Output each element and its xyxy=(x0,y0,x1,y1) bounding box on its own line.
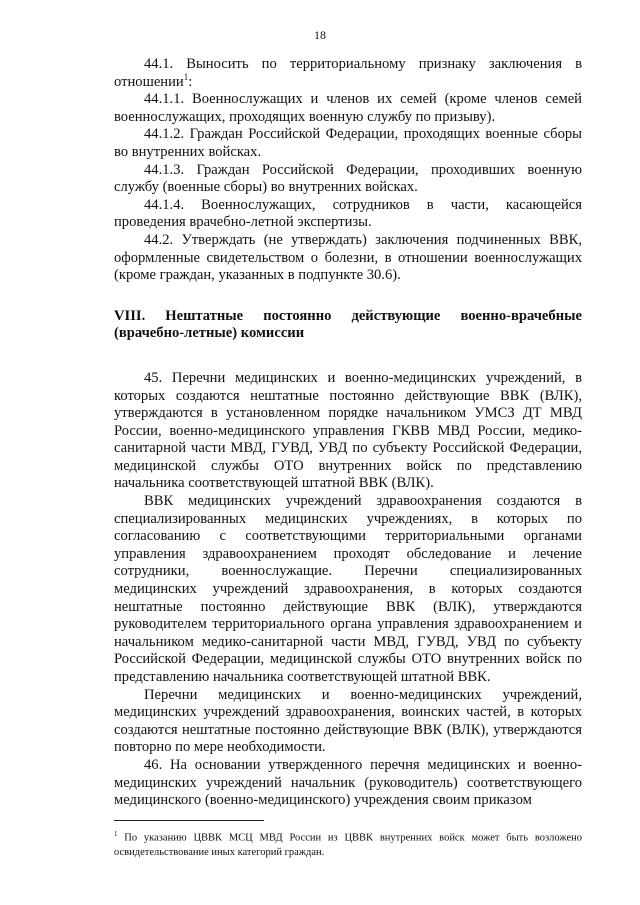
paragraph-vvk-institutions: ВВК медицинских учреждений здравоохранения создаются в специализированных медицинских учреждениях, в которых по согласованию с соответствующими территориальными органами управления здравоохранением проходят обследование и лечение сотрудники, военнослужащие. Перечни специализированных медицинских учреждений здравоохранения, в которых создаются нештатные постоянно действующие ВВК (ВЛК), утверждаются руководителем территориального органа управления здравоохранением и начальником медико-санитарной части МВД, ГУВД, УВД по субъекту Российской Федерации, медицинской службы ОТО внутренних войск по представлению начальника соответствующей штатной ВВК. xyxy=(114,493,582,685)
paragraph-44-1-1: 44.1.1. Военнослужащих и членов их семей (кроме членов семей военнослужащих, проходящих военную службу по призыву). xyxy=(114,91,582,125)
paragraph-44-1-3: 44.1.3. Граждан Российской Федерации, проходивших военную службу (военные сборы) во внутренних войсках. xyxy=(114,161,582,196)
section-heading xyxy=(114,308,582,343)
page-number: 18 xyxy=(314,28,326,42)
document-body xyxy=(114,56,582,810)
paragraph-44-1-4: 44.1.4. Военнослужащих, сотрудников в части, касающейся проведения врачебно-летной экспертизы. xyxy=(114,196,582,231)
paragraph-46: 46. На основании утвержденного перечня медицинских и военно-медицинских учреждений начальник (руководитель) соответствующего медицинского (военно-медицинского) учреждения своим приказом xyxy=(114,756,582,809)
paragraph-44-2: 44.2. Утверждать (не утверждать) заключения подчиненных ВВК, оформленные свидетельством о болезни, в отношении военнослужащих (кроме граждан, указанных в подпункте 30.6). xyxy=(114,231,582,284)
paragraph-44-1-2: 44.1.2. Граждан Российской Федерации, проходящих военные сборы во внутренних войсках. xyxy=(114,126,582,160)
section-heading-line2: (врачебно-летные) комиссии xyxy=(114,325,305,342)
paragraph-44-1: 44.1. Выносить по территориальному признаку заключения в отношении$^1$: xyxy=(114,56,582,90)
section-heading-line1: VIII. Нештатные постоянно действующие военно-врачебные xyxy=(114,307,582,324)
footnote-reference: 1 xyxy=(183,71,189,82)
footnote xyxy=(114,827,582,860)
footnote-text: По указанию ЦВВК МСЦ МВД России из ЦВВК внутренних войск может быть возложено освидетельствование иных категорий граждан. xyxy=(114,832,582,858)
footnote-marker: 1 xyxy=(114,830,118,838)
paragraph-45: 45. Перечни медицинских и военно-медицинских учреждений, в которых создаются нештатные постоянно действующие ВВК (ВЛК), утверждаются в установленном порядке начальником УМСЗ ДТ МВД России, военно-медицинского управления ГКВВ МВД России, медико-санитарной части МВД, ГУВД, УВД по субъекту Российской Федерации, медицинской службы ОТО внутренних войск по представлению начальника соответствующей штатной ВВК (ВЛК). xyxy=(114,369,582,492)
paragraph-lists-reapproval: Перечни медицинских и военно-медицинских учреждений, медицинских учреждений здравоохранения, воинских частей, в которых создаются нештатные постоянно действующие ВВК (ВЛК), утверждаются повторно по мере необходимости. xyxy=(114,686,582,756)
footnote-divider xyxy=(114,820,264,821)
